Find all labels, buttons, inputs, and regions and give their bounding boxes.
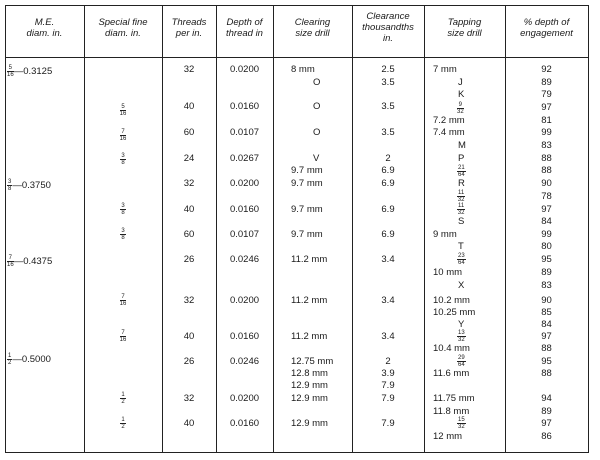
tapping-fraction: $\frac{15}{32}$ [458,417,465,430]
clearance-cell: 2 [385,153,391,164]
tapping-cell: 7.4 mm [433,127,465,138]
tapping-cell: 7 mm [433,64,457,75]
thread-table [5,5,589,453]
tapping-cell: 11.75 mm [433,393,475,404]
clearance-cell: 7.9 [381,418,395,429]
tapping-cell: J [458,77,463,88]
pct-cell: 83 [541,140,552,151]
depth-cell: 0.0200 [229,393,260,404]
tapping-cell: P [458,153,465,164]
me-diam-fraction: $\frac{3}{8}$ [8,179,12,192]
depth-cell: 0.0107 [229,127,260,138]
clearance-cell: 2.5 [381,64,395,75]
clearance-cell: 3.5 [381,127,395,138]
me-diam-cell [7,65,52,78]
me-diam-fraction: $\frac{5}{16}$ [7,65,14,78]
threads-cell: 26 [183,356,195,367]
me-diam-cell [7,353,51,366]
pct-cell: 99 [541,229,552,240]
leader-dash: — [13,256,24,268]
tapping-cell: S [458,216,465,227]
header-rule [5,57,589,58]
clearing-cell: 8 mm [291,64,315,75]
special-fine-cell: $\frac{1}{2}$ [121,417,125,430]
depth-cell: 0.0160 [229,204,260,215]
threads-cell: 40 [183,418,195,429]
special-fine-cell: $\frac{5}{16}$ [119,104,127,117]
me-diam-value: 0.3125 [23,66,53,78]
col-divider [588,5,589,453]
threads-cell: 60 [183,127,195,138]
threads-cell: 60 [183,229,195,240]
tapping-fraction: $\frac{11}{32}$ [457,203,465,216]
clearing-cell: 9.7 mm [291,229,323,240]
pct-cell: 88 [541,165,552,176]
pct-cell: 84 [541,319,552,330]
clearing-cell: 11.2 mm [291,254,328,265]
clearance-cell: 3.5 [381,77,395,88]
tapping-fraction: $\frac{11}{32}$ [457,190,465,203]
bottom-border [5,452,589,453]
depth-cell: 0.0246 [229,254,260,265]
clearance-cell: 3.5 [381,101,395,112]
tapping-fraction: $\frac{29}{64}$ [458,355,465,368]
depth-cell: 0.0160 [229,101,260,112]
clearing-cell: 9.7 mm [291,178,323,189]
clearing-cell: 12.75 mm [291,356,334,367]
pct-cell: 89 [541,267,552,278]
pct-cell: 97 [541,418,552,429]
special-fine-cell: $\frac{7}{16}$ [119,129,127,142]
header-clearance: Clearance thousandths in. [362,11,414,44]
depth-cell: 0.0160 [229,331,260,342]
pct-cell: 81 [541,115,552,126]
me-diam-fraction: $\frac{1}{2}$ [8,353,12,366]
threads-cell: 32 [183,393,195,404]
threads-cell: 40 [183,331,195,342]
pct-cell: 80 [541,241,552,252]
threads-cell: 40 [183,204,195,215]
clearing-cell: 12.8 mm [291,368,328,379]
clearing-cell: 11.2 mm [291,295,328,306]
depth-cell: 0.0267 [229,153,260,164]
depth-cell: 0.0160 [229,418,260,429]
pct-cell: 97 [541,204,552,215]
tapping-cell: 9 mm [433,229,457,240]
tapping-fraction: $\frac{13}{32}$ [458,330,465,343]
clearing-cell: V [313,153,320,164]
pct-cell: 89 [541,406,552,417]
tapping-cell: 11.8 mm [433,406,470,417]
me-diam-value: 0.3750 [21,180,51,192]
col-divider [273,5,274,453]
clearing-cell: O [313,101,321,112]
pct-cell: 79 [541,89,552,100]
pct-cell: 84 [541,216,552,227]
special-fine-cell: $\frac{3}{8}$ [121,228,125,241]
clearing-cell: 12.9 mm [291,418,328,429]
col-divider [424,5,425,453]
clearing-cell: O [313,127,321,138]
special-fine-cell: $\frac{3}{8}$ [121,153,125,166]
clearance-cell: 3.4 [381,331,395,342]
clearance-cell: 6.9 [381,229,395,240]
clearing-cell: 9.7 mm [291,165,323,176]
clearance-cell: 6.9 [381,165,395,176]
clearance-cell: 7.9 [381,393,395,404]
tapping-cell: 10.2 mm [433,295,470,306]
depth-cell: 0.0200 [229,64,260,75]
clearance-cell: 3.4 [381,254,395,265]
tapping-cell: K [458,89,465,100]
tapping-cell: R [458,178,465,189]
tapping-cell: X [458,280,465,291]
header-pct: % depth of engagement [520,17,573,39]
top-border [5,5,589,6]
leader-dash: — [12,180,22,192]
pct-cell: 88 [541,343,552,354]
special-fine-cell: $\frac{1}{2}$ [121,392,125,405]
clearing-cell: 11.2 mm [291,331,328,342]
threads-cell: 32 [183,295,195,306]
clearing-cell: 12.9 mm [291,393,328,404]
me-diam-value: 0.4375 [23,256,53,268]
clearance-cell: 3.9 [381,368,395,379]
tapping-cell: 7.2 mm [433,115,465,126]
pct-cell: 88 [541,368,552,379]
clearance-cell: 6.9 [381,204,395,215]
depth-cell: 0.0200 [229,178,260,189]
pct-cell: 90 [541,295,552,306]
tapping-fraction: $\frac{9}{32}$ [457,102,464,115]
clearance-cell: 2 [385,356,391,367]
me-diam-value: 0.5000 [21,354,51,366]
pct-cell: 95 [541,356,552,367]
pct-cell: 85 [541,307,552,318]
pct-cell: 78 [541,191,552,202]
clearance-cell: 7.9 [381,380,395,391]
col-divider [5,5,6,453]
pct-cell: 90 [541,178,552,189]
pct-cell: 92 [541,64,552,75]
threads-cell: 32 [183,178,195,189]
header-depth: Depth of thread in [226,17,263,39]
depth-cell: 0.0200 [229,295,260,306]
leader-dash: — [13,66,24,78]
clearance-cell: 6.9 [381,178,395,189]
header-me-diam: M.E. diam. in. [26,17,63,39]
pct-cell: 97 [541,331,552,342]
special-fine-cell: $\frac{7}{16}$ [119,294,127,307]
header-tapping: Tapping size drill [447,17,482,39]
threads-cell: 26 [183,254,195,265]
header-clearing: Clearing size drill [294,17,331,39]
depth-cell: 0.0107 [229,229,260,240]
clearance-cell: 3.4 [381,295,395,306]
header-special-fine: Special fine diam. in. [98,17,148,39]
threads-cell: 40 [183,101,195,112]
pct-cell: 86 [541,431,552,442]
pct-cell: 99 [541,127,552,138]
tapping-cell: M [458,140,466,151]
tapping-cell: 11.6 mm [433,368,470,379]
me-diam-fraction: $\frac{7}{16}$ [7,255,14,268]
tapping-cell: 12 mm [433,431,463,442]
special-fine-cell: $\frac{3}{8}$ [121,203,125,216]
tapping-cell: 10.4 mm [433,343,470,354]
tapping-cell: T [458,241,464,252]
pct-cell: 94 [541,393,552,404]
pct-cell: 95 [541,254,552,265]
threads-cell: 32 [183,64,195,75]
tapping-fraction: $\frac{23}{64}$ [458,253,465,266]
tapping-fraction: $\frac{21}{64}$ [458,165,465,178]
clearing-cell: 9.7 mm [291,204,323,215]
clearing-cell: 12.9 mm [291,380,328,391]
pct-cell: 88 [541,153,552,164]
tapping-cell: 10 mm [433,267,463,278]
me-diam-cell [7,255,52,268]
pct-cell: 89 [541,77,552,88]
depth-cell: 0.0246 [229,356,260,367]
tapping-cell: 10.25 mm [433,307,476,318]
tapping-cell: Y [458,319,465,330]
leader-dash: — [12,354,22,366]
special-fine-cell: $\frac{7}{16}$ [119,330,127,343]
clearing-cell: O [313,77,321,88]
threads-cell: 24 [183,153,195,164]
pct-cell: 83 [541,280,552,291]
me-diam-cell [7,179,51,192]
pct-cell: 97 [541,102,552,113]
header-threads: Threads per in. [171,17,207,39]
